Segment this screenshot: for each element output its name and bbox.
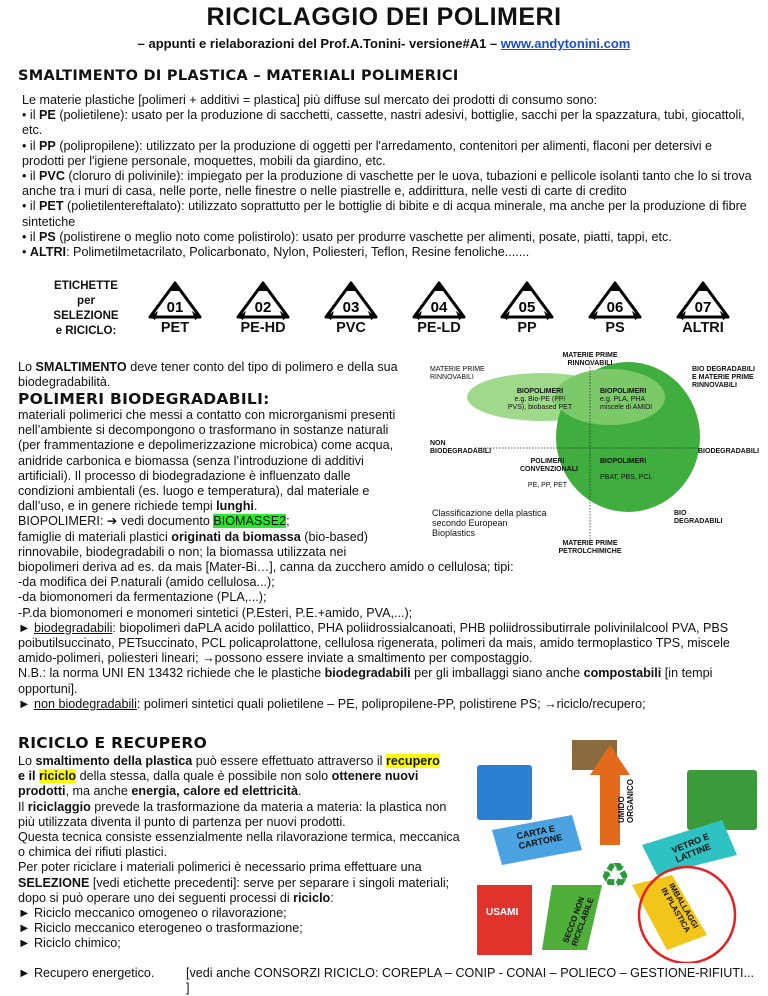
left-axis-label: NON BIODEGRADABILI — [430, 440, 492, 455]
recycling-code-06 — [585, 280, 645, 338]
note-text: Lo — [18, 360, 36, 374]
bio-line: artificiali). Il processo di biodegradazione è influenzato dalle — [18, 468, 351, 483]
bio-line: rinnovabile, biodegradabili o non; la biomassa utilizzata nei — [18, 544, 347, 559]
polymer-item — [18, 169, 753, 199]
text: : biopolimeri daPLA acido polilattico, PHA poliidrossialcanoati, PHB poliidrossibutirrale polivinilalcool PVA, PBS poibutilsuccinato, PETsuccinato, PCL policaprolattone, cellulosa rigenerata, polimeri da mais, amido termoplastico TPS, miscele amido-polimeri, poliesteri lineari; →possono essere inviate a smaltimento per compostaggio. — [18, 620, 730, 666]
polymer-code: PVC — [39, 169, 65, 184]
recycling-code-name: PP — [517, 320, 537, 336]
labels-caption-line: ETICHETTE — [54, 280, 118, 292]
text: [in tempi opportuni]. — [18, 666, 713, 696]
polymer-code: PE — [39, 108, 56, 123]
recycling-code-name: PE-HD — [240, 320, 286, 336]
imballaggi-label: IMBALLAGGI IN PLASTICA — [659, 881, 701, 935]
smaltimento-note — [18, 360, 418, 390]
polymer-description: (cloruro di polivinile): impiegato per la produzione di vaschette per le uova, tubazioni e pellicole isolanti tanto che lo si trova anche tra i muri di casa, nelle porte, nelle finestre o nelle piastrelle e, addirittura, nelle vesti di carte di credito — [22, 169, 752, 199]
recycle-triangle-icon — [585, 280, 645, 320]
text: : — [330, 890, 334, 905]
section-heading-biodegradabili: POLIMERI BIODEGRADABILI: — [18, 390, 270, 408]
recycling-code-name: PET — [160, 320, 190, 336]
svg-text:02: 02 — [254, 299, 272, 316]
svg-text:06: 06 — [606, 299, 624, 316]
riciclo-paragraph-4 — [18, 860, 466, 906]
underlined-label: non biodegradabili — [33, 696, 137, 711]
page-title: RICICLAGGIO DEI POLIMERI — [206, 3, 562, 31]
bold-text: lunghi — [216, 499, 254, 514]
bio-line: -da modifica dei P.naturali (amido cellulosa...); — [18, 575, 275, 590]
recycling-illustration-graphic — [472, 735, 762, 963]
recycling-code-07 — [673, 280, 733, 338]
recycling-code-02 — [233, 280, 293, 338]
bio-line: (per frammentazione e depolimerizzazione microbica) come acqua, — [18, 438, 394, 453]
bullet: • il — [22, 199, 40, 214]
bottom-right-label: BIO DEGRADABILI — [674, 510, 723, 525]
section-heading-smaltimento: SMALTIMENTO DI PLASTICA – MATERIALI POLIMERICI — [18, 68, 459, 84]
classification-diagram — [430, 352, 760, 557]
bold-text: smaltimento della plastica — [35, 754, 193, 768]
bullet: • il — [22, 169, 40, 184]
website-link[interactable]: www.andytonini.com — [500, 36, 631, 51]
labels-caption-line: e RICICLO: — [55, 325, 117, 337]
note-bold: SMALTIMENTO — [35, 360, 127, 374]
arrow-icon: ► — [18, 696, 31, 711]
bio-line: condizioni ambientali (es. luogo e temperatura), dal materiale e — [18, 484, 370, 499]
polymer-item — [18, 230, 753, 245]
polymer-code: PP — [39, 138, 56, 153]
bold-text: biodegradabili — [324, 666, 411, 681]
polymer-description: (polistirene o meglio noto come polistirolo): usato per produrre vaschette per alimenti, posate, piatti, tappi, etc. — [55, 229, 672, 244]
recycling-code-01 — [145, 280, 205, 338]
text: , ma anche — [65, 784, 132, 799]
biomasse-link[interactable]: BIOMASSE2 — [213, 514, 287, 529]
polymer-code: PS — [39, 229, 56, 244]
polymer-description: (polietilene): usato per la produzione di sacchetti, cassette, nastri adesivi, bottiglie, sacchi per la spazzatura, tubi, giocattoli, etc. — [22, 108, 745, 138]
quadrant-title: BIOPOLIMERI — [600, 388, 647, 395]
biodegradabili-paragraph — [18, 621, 758, 667]
bullet: • il — [22, 138, 40, 153]
quadrant-text: PBAT, PBS, PCL — [600, 474, 653, 481]
bold-text: riciclaggio — [27, 799, 91, 814]
text: Il — [18, 799, 28, 814]
svg-text:03: 03 — [342, 299, 360, 316]
labels-caption — [50, 279, 122, 339]
recycle-triangle-icon — [409, 280, 469, 320]
recycle-triangle-icon — [497, 280, 557, 320]
right-axis-label: BIODEGRADABILI — [698, 448, 760, 455]
recycle-triangle-icon — [321, 280, 381, 320]
text: BIOPOLIMERI: ➔ vedi documento — [18, 514, 214, 529]
quadrant-top-right — [600, 388, 660, 412]
underlined-label: biodegradabili — [33, 620, 113, 635]
quadrant-text: e.g. PLA, PHA miscele di AMIDI — [600, 396, 653, 411]
text: ; — [286, 514, 290, 529]
recycling-code-name: PS — [605, 320, 625, 336]
text: famiglie di materiali plastici — [18, 529, 172, 544]
recycling-illustration — [472, 735, 762, 963]
recycle-triangle-icon — [145, 280, 205, 320]
polymer-code: ALTRI — [29, 245, 67, 260]
riciclo-list-item: ► Riciclo meccanico eterogeneo o trasformazione; — [18, 921, 303, 936]
recycling-code-03 — [321, 280, 381, 338]
intro-paragraph: Le materie plastiche [polimeri + additivi = plastica] più diffuse sul mercato dei prodotti di consumo sono: — [22, 93, 598, 107]
consorzi-note: [vedi anche CONSORZI RICICLO: COREPLA – CONIP - CONAI – POLIECO – GESTIONE-RIFIUTI... ] — [186, 966, 755, 996]
vetro-label: VETRO E LATTINE — [670, 831, 713, 865]
secco-label: SECCO NON RICICLABILE — [561, 895, 596, 948]
polymer-item — [18, 139, 753, 169]
quadrant-text: e.g. Bio-PE (PP/ PVS), biobased PET — [507, 396, 573, 411]
text: Lo — [18, 754, 36, 768]
arrow-icon: ► — [18, 620, 31, 635]
text: per gli imballaggi siano anche — [410, 666, 584, 681]
bold-text: compostabili — [583, 666, 662, 681]
recycle-triangle-icon — [233, 280, 293, 320]
text: dall’uso, e in genere richiede tempi — [18, 499, 217, 514]
recycle-triangle-icon — [673, 280, 733, 320]
polymer-item — [18, 108, 753, 138]
highlight-riciclo: riciclo — [39, 769, 77, 784]
bio-line: dall’uso, e in genere richiede tempi lunghi. — [18, 499, 258, 514]
svg-text:05: 05 — [518, 299, 536, 316]
quadrant-bottom-left-title: POLIMERI CONVENZIONALI — [520, 458, 578, 473]
usami-label: USAMI — [486, 907, 519, 918]
quadrant-title: BIOPOLIMERI — [516, 388, 564, 395]
recycle-symbol-icon: ♻ — [599, 856, 631, 896]
section-riciclo-body — [18, 754, 466, 952]
bold-text: energia, calore ed elettricità — [131, 784, 298, 799]
top-right-label: BIO DEGRADABILI E MATERIE PRIME RINNOVABILI — [692, 366, 755, 389]
bold-text: ottenere nuovi prodotti — [18, 769, 419, 799]
quadrant-bottom-right — [600, 458, 660, 482]
non-biodegradabili-paragraph — [18, 697, 758, 712]
polymer-description: (polipropilene): utilizzato per la produzione di oggetti per l'arredamento, contenitori per alimenti, flaconi per detersivi e prodotti per l'igiene personale, moquettes, mobili da giardino, etc. — [22, 138, 713, 168]
svg-text:04: 04 — [430, 299, 448, 316]
polymer-description: (polietilentereftalato): utilizzato soprattutto per le bottiglie di bibite e di acqua minerale, ma anche per la produzione di fibre sintetiche — [22, 199, 747, 229]
polymer-description: : Polimetilmetacrilato, Policarbonato, Nylon, Poliesteri, Teflon, Resine fenoliche....... — [66, 245, 530, 260]
riciclo-paragraph-3: Questa tecnica consiste essenzialmente nella rilavorazione termica, meccanica o chimica dei rifiuti plastici. — [18, 830, 460, 860]
axis-top-label: MATERIE PRIME RINNOVABILI — [562, 352, 618, 367]
page-subtitle — [0, 36, 768, 51]
quadrant-top-left — [505, 388, 575, 412]
riciclo-list-item: ► Riciclo meccanico omogeneo o rilavorazione; — [18, 906, 287, 921]
labels-caption-line: SELEZIONE — [53, 310, 119, 322]
svg-text:07: 07 — [694, 299, 712, 316]
quadrant-bottom-left-text: PE, PP, PET — [527, 482, 568, 489]
text: [vedi etichette precedenti]: serve per separare i singoli materiali; dopo si può operare uno dei seguenti processi di — [18, 875, 450, 905]
text: può essere effettuato attraverso il — [192, 754, 386, 768]
subtitle-text: – appunti e rielaborazioni del Prof.A.Tonini- versione#A1 – — [137, 36, 498, 51]
bio-line: -P.da biomonomeri e monomeri sintetici (P.Esteri, P.E.+amido, PVA,...); — [18, 605, 413, 620]
bio-line: anidride carbonica e biomassa (senza l’introduzione di additivi — [18, 453, 364, 468]
recycling-code-name: PVC — [336, 320, 366, 336]
labels-caption-line: per — [77, 295, 95, 307]
polymer-item — [18, 245, 753, 260]
bio-line: biopolimeri deriva ad es. da mais [Mater-Bi…], canna da zucchero amido o cellulosa; tipi: — [18, 560, 514, 575]
recycling-code-05 — [497, 280, 557, 338]
text: . — [297, 784, 302, 799]
text: della stessa, dalla quale è possibile non solo — [76, 769, 332, 784]
riciclo-paragraph-1 — [18, 754, 466, 800]
bold-text: riciclo — [293, 890, 331, 905]
bold-text: originati da biomassa — [171, 529, 301, 544]
bio-line: nell’ambiente si decompongono o trasformano in sostanze naturali — [18, 423, 389, 438]
polymer-list — [18, 108, 753, 260]
bold-text: SELEZIONE — [18, 875, 90, 890]
recycling-code-name: ALTRI — [682, 320, 724, 336]
riciclo-last-line — [18, 966, 758, 996]
text: Per poter riciclare i materiali polimerici è necessario prima effettuare una — [18, 860, 422, 875]
bio-line: materiali polimerici che messi a contatto con microrganismi presenti — [18, 408, 396, 422]
text: (bio-based) — [300, 529, 368, 544]
riciclo-list-item: ► Recupero energetico. — [18, 966, 155, 980]
polymer-code: PET — [39, 199, 64, 214]
carta-label: CARTA E CARTONE — [515, 823, 564, 852]
bio-line: -da biomonomeri da fermentazione (PLA,...); — [18, 590, 267, 605]
section-smaltimento-body — [18, 93, 753, 260]
highlight-recupero: recupero — [385, 754, 440, 768]
blue-bin-icon — [477, 765, 532, 820]
text: N.B.: la norma UNI EN 13432 richiede che le plastiche — [18, 666, 325, 681]
recycling-code-name: PE-LD — [417, 320, 461, 336]
axis-bottom-label: MATERIE PRIME PETROLCHIMICHE — [558, 540, 622, 555]
bullet: • il — [22, 229, 40, 244]
recycling-code-04 — [409, 280, 469, 338]
nb-paragraph — [18, 666, 758, 696]
note-text: deve tener conto del tipo di polimero e della sua biodegradabilità. — [18, 360, 398, 390]
text: prevede la trasformazione da materia a materia: la plastica non più utilizzata diventa il punto di partenza per nuovi prodotti. — [18, 799, 447, 829]
quadrant-title: BIOPOLIMERI — [600, 458, 647, 465]
bullet: • il — [22, 108, 40, 123]
bullet: • — [22, 245, 30, 260]
riciclo-paragraph-2 — [18, 800, 466, 830]
bold-text: e il — [18, 769, 39, 784]
text: : polimeri sintetici quali polietilene – PE, polipropilene-PP, polistirene PS; →riciclo/recupero; — [136, 696, 646, 711]
diagram-caption: Classificazione della plastica secondo European Bioplastics — [432, 508, 547, 538]
polymer-item — [18, 199, 753, 229]
section-heading-riciclo: RICICLO E RECUPERO — [18, 734, 208, 752]
umido-label: UMIDO ORGANICO — [617, 779, 635, 823]
svg-text:01: 01 — [166, 299, 184, 316]
top-left-label: MATERIE PRIME RINNOVABILI — [430, 366, 485, 381]
riciclo-list-item: ► Riciclo chimico; — [18, 936, 121, 951]
